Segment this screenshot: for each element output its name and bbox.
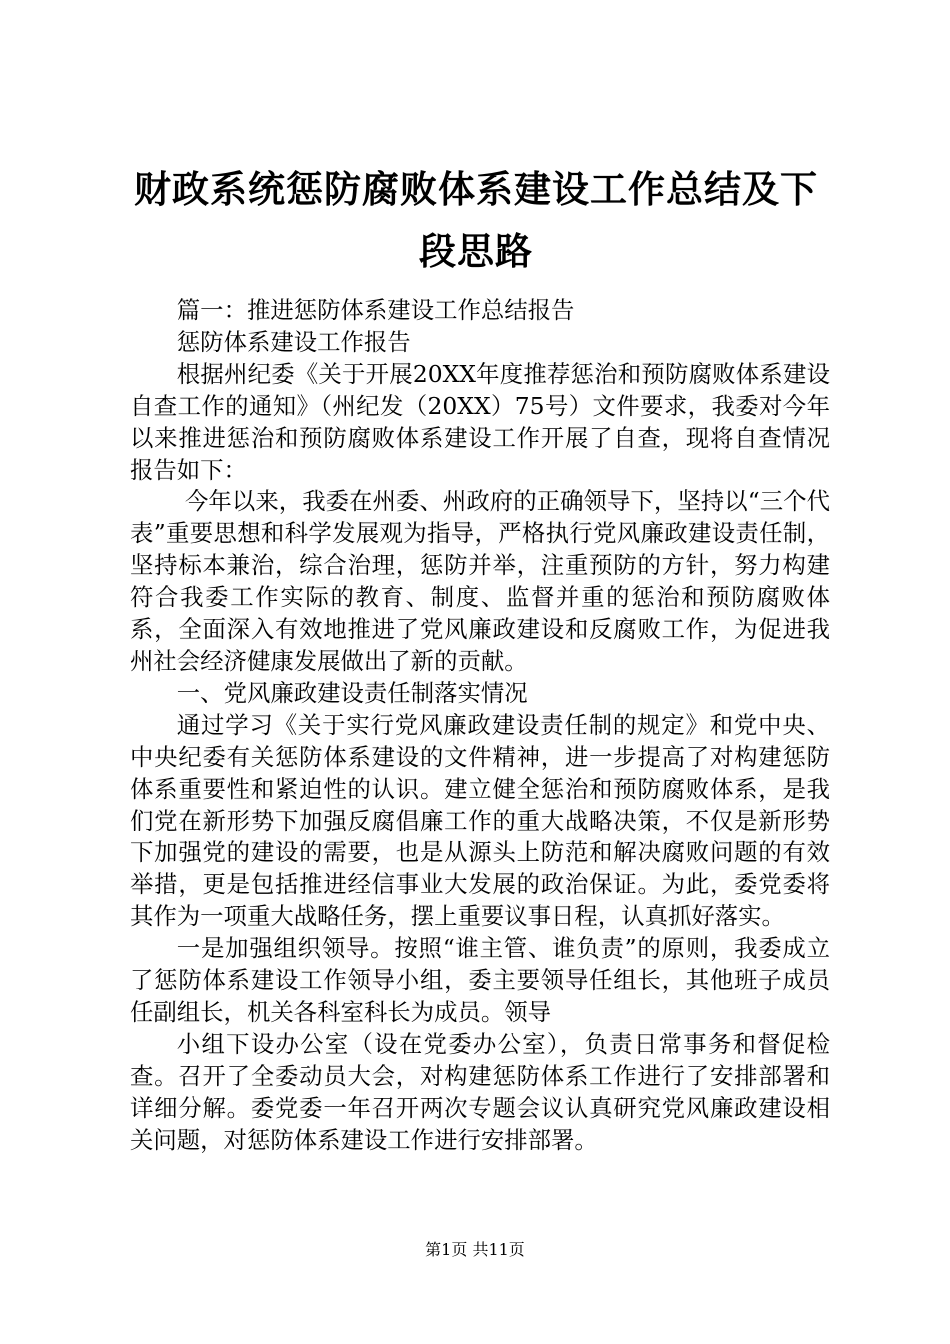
page-number: 第1页 共11页 <box>425 1240 525 1259</box>
report-subtitle: 惩防体系建设工作报告 <box>176 327 411 356</box>
paragraph: 根据州纪委《关于开展20XX年度推荐惩治和预防腐败体系建设自查工作的通知》（州纪发（20XX）75号）文件要求，我委对今年以来推进惩治和预防腐败体系建设工作开展了自查，现将自查情况报告如下： <box>130 359 830 484</box>
paragraph: 一是加强组织领导。按照“谁主管、谁负责”的原则，我委成立了惩防体系建设工作领导小组，委主要领导任组长，其他班子成员任副组长，机关各科室科长为成员。领导 <box>130 934 830 1026</box>
paragraph: 通过学习《关于实行党风廉政建设责任制的规定》和党中央、中央纪委有关惩防体系建设的文件精神，进一步提高了对构建惩防体系重要性和紧迫性的认识。建立健全惩治和预防腐败体系，是我们党在新形势下加强反腐倡廉工作的重大战略决策，不仅是新形势下加强党的建设的需要，也是从源头上防范和解决腐败问题的有效举措，更是包括推进经信事业大发展的政治保证。为此，委党委将其作为一项重大战略任务，摆上重要议事日程，认真抓好落实。 <box>130 710 830 931</box>
section-heading: 一、党风廉政建设责任制落实情况 <box>176 678 528 707</box>
section-heading: 篇一：推进惩防体系建设工作总结报告 <box>176 296 575 324</box>
paragraph: 小组下设办公室（设在党委办公室），负责日常事务和督促检查。召开了全委动员大会，对构建惩防体系工作进行了安排部署和详细分解。委党委一年召开两次专题会议认真研究党风廉政建设相关问题，对惩防体系建设工作进行安排部署。 <box>130 1029 830 1154</box>
document-body <box>130 295 830 1156</box>
document-title: 财政系统惩防腐败体系建设工作总结及下段思路 <box>134 167 818 273</box>
paragraph: 今年以来，我委在州委、州政府的正确领导下，坚持以“三个代表”重要思想和科学发展观为指导，严格执行党风廉政建设责任制，坚持标本兼治，综合治理，惩防并举，注重预防的方针，努力构建符合我委工作实际的教育、制度、监督并重的惩治和预防腐败体系，全面深入有效地推进了党风廉政建设和反腐败工作，为促进我州社会经济健康发展做出了新的贡献。 <box>130 487 830 675</box>
